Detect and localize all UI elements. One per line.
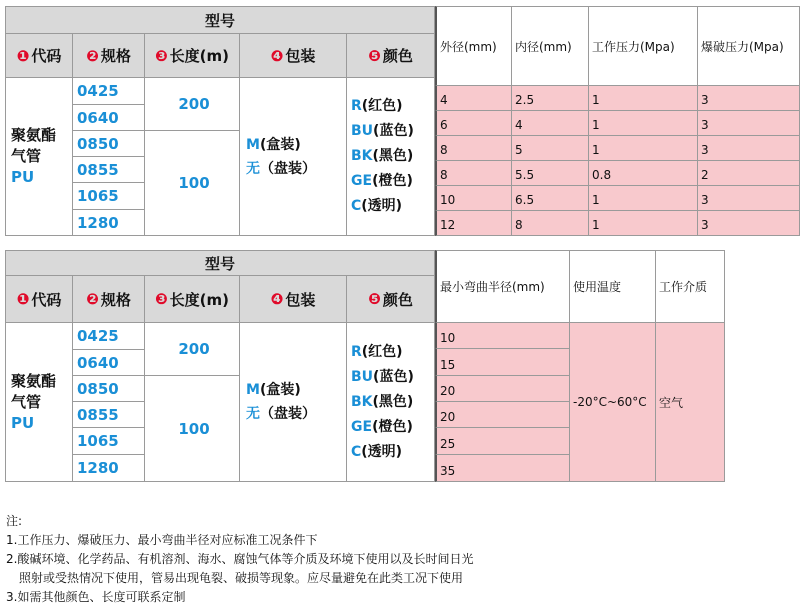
number-five-icon: ❺ (368, 290, 381, 308)
spec-cell: 0425 (73, 78, 145, 105)
spec-value-cell: 6 (435, 111, 512, 136)
spec-value-cell: 8 (435, 136, 512, 161)
spec-cell: 1065 (73, 428, 145, 455)
spec-value-cell: 8 (512, 211, 589, 236)
header-code: ❶ 代码 (5, 276, 73, 323)
spec-cell: 0640 (73, 350, 145, 376)
spec-value-cell: 10 (435, 186, 512, 211)
spec-value-cell: 6.5 (512, 186, 589, 211)
header-outer-diameter: 外径(mm) (435, 6, 512, 86)
color-cell: R(红色) BU(蓝色) BK(黑色) GE(橙色) C(透明) (347, 323, 435, 482)
spec-cell: 1065 (73, 183, 145, 210)
spec-table-top (5, 6, 800, 236)
header-code: ❶ 代码 (5, 34, 73, 78)
bend-radius-cell: 15 (435, 349, 570, 376)
header-medium: 工作介质 (656, 250, 725, 323)
medium-cell: 空气 (656, 323, 725, 482)
bend-radius-cell: 10 (435, 323, 570, 349)
number-two-icon: ❷ (86, 290, 99, 308)
package-cell: M(盒装) 无（盘装） (240, 323, 347, 482)
spec-value-cell: 5 (512, 136, 589, 161)
bend-radius-cell: 35 (435, 455, 570, 482)
spec-cell: 0855 (73, 157, 145, 183)
note-item: 照射或受热情况下使用，管易出现龟裂、破损等现象。应尽量避免在此类工况下使用 (19, 571, 464, 585)
temperature-cell: -20°C~60°C (570, 323, 656, 482)
spec-value-cell: 8 (435, 161, 512, 186)
model-title: 型号 (5, 250, 435, 276)
spec-table-bottom (5, 250, 725, 482)
number-four-icon: ❹ (270, 290, 284, 308)
number-one-icon: ❶ (16, 290, 30, 308)
number-two-icon: ❷ (86, 46, 99, 65)
notes-section (6, 512, 473, 607)
number-five-icon: ❺ (368, 46, 381, 65)
number-three-icon: ❸ (154, 290, 168, 308)
spec-value-cell: 3 (698, 111, 800, 136)
header-package: ❹ 包装 (240, 276, 347, 323)
header-spec: ❷ 规格 (73, 34, 145, 78)
spec-cell: 0850 (73, 376, 145, 402)
note-item: 3.如需其他颜色、长度可联系定制 (6, 590, 186, 604)
length-cell: 100 (145, 376, 240, 482)
spec-cell: 0425 (73, 323, 145, 350)
code-cell: 聚氨酯 气管 PU (5, 78, 73, 236)
length-cell: 200 (145, 78, 240, 131)
spec-value-cell: 1 (589, 211, 698, 236)
spec-value-cell: 3 (698, 186, 800, 211)
header-package: ❹ 包装 (240, 34, 347, 78)
spec-value-cell: 3 (698, 136, 800, 161)
color-cell: R(红色) BU(蓝色) BK(黑色) GE(橙色) C(透明) (347, 78, 435, 236)
spec-cell: 1280 (73, 210, 145, 236)
model-title: 型号 (5, 6, 435, 34)
header-color: ❺ 颜色 (347, 276, 435, 323)
spec-value-cell: 2.5 (512, 86, 589, 111)
notes-title: 注: (6, 514, 23, 528)
header-spec: ❷ 规格 (73, 276, 145, 323)
spec-value-cell: 1 (589, 86, 698, 111)
header-inner-diameter: 内径(mm) (512, 6, 589, 86)
header-length: ❸ 长度(m) (145, 34, 240, 78)
length-cell: 100 (145, 131, 240, 236)
header-temperature: 使用温度 (570, 250, 656, 323)
number-three-icon: ❸ (154, 46, 168, 65)
spec-value-cell: 2 (698, 161, 800, 186)
spec-value-cell: 12 (435, 211, 512, 236)
spec-value-cell: 0.8 (589, 161, 698, 186)
spec-cell: 0855 (73, 402, 145, 428)
spec-value-cell: 3 (698, 86, 800, 111)
package-cell: M(盒装) 无（盘装） (240, 78, 347, 236)
length-cell: 200 (145, 323, 240, 376)
spec-cell: 0850 (73, 131, 145, 157)
bend-radius-cell: 20 (435, 376, 570, 402)
header-length: ❸ 长度(m) (145, 276, 240, 323)
spec-value-cell: 4 (512, 111, 589, 136)
note-item: 2.酸碱环境、化学药品、有机溶剂、海水、腐蚀气体等介质及环境下使用以及长时间日光 (6, 552, 474, 566)
spec-cell: 1280 (73, 455, 145, 482)
code-cell: 聚氨酯 气管 PU (5, 323, 73, 482)
header-min-bend-radius: 最小弯曲半径(mm) (435, 250, 570, 323)
bend-radius-cell: 20 (435, 402, 570, 428)
spec-value-cell: 4 (435, 86, 512, 111)
header-color: ❺ 颜色 (347, 34, 435, 78)
header-working-pressure: 工作压力(Mpa) (589, 6, 698, 86)
number-four-icon: ❹ (270, 46, 284, 65)
spec-value-cell: 1 (589, 136, 698, 161)
number-one-icon: ❶ (16, 46, 30, 65)
spec-cell: 0640 (73, 105, 145, 131)
header-burst-pressure: 爆破压力(Mpa) (698, 6, 800, 86)
spec-value-cell: 1 (589, 111, 698, 136)
bend-radius-cell: 25 (435, 428, 570, 455)
spec-value-cell: 3 (698, 211, 800, 236)
note-item: 1.工作压力、爆破压力、最小弯曲半径对应标准工况条件下 (6, 533, 318, 547)
spec-value-cell: 1 (589, 186, 698, 211)
spec-value-cell: 5.5 (512, 161, 589, 186)
